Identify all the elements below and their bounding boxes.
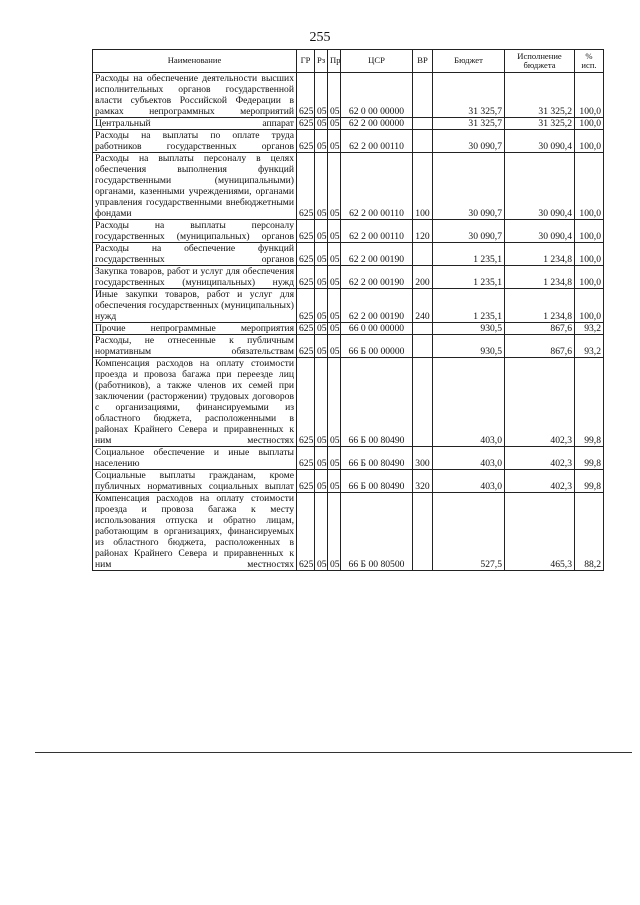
row-execution: 867,6: [505, 335, 575, 358]
row-name: Прочие непрограммные мероприятия: [93, 323, 297, 335]
table-row: [93, 447, 604, 470]
row-budget: 930,5: [433, 335, 505, 358]
row-percent: 100,0: [575, 153, 604, 220]
row-gr: 625: [297, 493, 315, 571]
row-vr: [413, 493, 433, 571]
table-row: [93, 220, 604, 243]
row-budget: 30 090,7: [433, 130, 505, 153]
table-row: [93, 358, 604, 447]
row-percent: 100,0: [575, 220, 604, 243]
table-row: [93, 130, 604, 153]
row-budget: 30 090,7: [433, 153, 505, 220]
row-csr: 62 2 00 00110: [341, 153, 413, 220]
row-rz: 05: [315, 470, 328, 493]
row-vr: 100: [413, 153, 433, 220]
page-number: 255: [309, 30, 331, 45]
row-gr: 625: [297, 153, 315, 220]
row-vr: [413, 118, 433, 130]
row-pr: 05: [328, 335, 341, 358]
row-name: Расходы на обеспечение функций государственных органов: [93, 243, 297, 266]
row-name: Иные закупки товаров, работ и услуг для обеспечения государственных (муниципальных) нужд: [93, 289, 297, 323]
row-name: Компенсация расходов на оплату стоимости проезда и провоза багажа при переезде лиц (работников), а также членов их семей при заключении (расторжении) трудовых договоров с организациями, финансируемыми из областного бюджета, расположенными в районах Крайнего Севера и приравненных к ним местностях: [93, 358, 297, 447]
row-percent: 93,2: [575, 323, 604, 335]
row-rz: 05: [315, 289, 328, 323]
row-budget: 30 090,7: [433, 220, 505, 243]
row-vr: [413, 335, 433, 358]
row-gr: 625: [297, 289, 315, 323]
row-execution: 31 325,2: [505, 73, 575, 118]
header-vr: ВР: [413, 50, 433, 73]
row-csr: 62 2 00 00190: [341, 289, 413, 323]
row-pr: 05: [328, 447, 341, 470]
header-name: Наименование: [93, 50, 297, 73]
row-pr: 05: [328, 243, 341, 266]
row-csr: 62 0 00 00000: [341, 73, 413, 118]
row-budget: 403,0: [433, 470, 505, 493]
row-name: Расходы на выплаты персоналу государственных (муниципальных) органов: [93, 220, 297, 243]
row-percent: 100,0: [575, 243, 604, 266]
row-pr: 05: [328, 266, 341, 289]
row-csr: 62 2 00 00000: [341, 118, 413, 130]
row-rz: 05: [315, 447, 328, 470]
row-vr: 300: [413, 447, 433, 470]
row-execution: 1 234,8: [505, 266, 575, 289]
row-pr: 05: [328, 358, 341, 447]
row-budget: 403,0: [433, 447, 505, 470]
row-pr: 05: [328, 153, 341, 220]
row-pr: 05: [328, 323, 341, 335]
header-csr: ЦСР: [341, 50, 413, 73]
row-rz: 05: [315, 493, 328, 571]
table-row: [93, 289, 604, 323]
row-execution: 30 090,4: [505, 220, 575, 243]
row-budget: 527,5: [433, 493, 505, 571]
row-csr: 62 2 00 00190: [341, 243, 413, 266]
row-execution: 402,3: [505, 447, 575, 470]
budget-execution-table: [92, 49, 604, 571]
row-csr: 62 2 00 00110: [341, 220, 413, 243]
row-pr: 05: [328, 220, 341, 243]
row-name: Расходы на обеспечение деятельности высших исполнительных органов государственной власти субъектов Российской Федерации в рамках непрограммных мероприятий: [93, 73, 297, 118]
row-csr: 66 Б 00 80490: [341, 470, 413, 493]
row-vr: 320: [413, 470, 433, 493]
row-gr: 625: [297, 358, 315, 447]
row-pr: 05: [328, 130, 341, 153]
row-rz: 05: [315, 73, 328, 118]
row-vr: 200: [413, 266, 433, 289]
row-rz: 05: [315, 153, 328, 220]
row-csr: 66 Б 00 80490: [341, 447, 413, 470]
row-csr: 66 0 00 00000: [341, 323, 413, 335]
row-gr: 625: [297, 335, 315, 358]
table-header-row: [93, 50, 604, 73]
row-percent: 99,8: [575, 470, 604, 493]
row-gr: 625: [297, 118, 315, 130]
row-percent: 100,0: [575, 289, 604, 323]
row-gr: 625: [297, 470, 315, 493]
table-row: [93, 335, 604, 358]
row-budget: 31 325,7: [433, 73, 505, 118]
row-gr: 625: [297, 243, 315, 266]
row-percent: 100,0: [575, 118, 604, 130]
row-vr: [413, 73, 433, 118]
row-vr: [413, 323, 433, 335]
row-execution: 465,3: [505, 493, 575, 571]
table-row: [93, 470, 604, 493]
table-row: [93, 323, 604, 335]
row-budget: 31 325,7: [433, 118, 505, 130]
row-budget: 403,0: [433, 358, 505, 447]
row-name: Компенсация расходов на оплату стоимости проезда и провоза багажа к месту использования отпуска и обратно лицам, работающим в организациях, финансируемых из областного бюджета, расположенных в районах Крайнего Севера и приравненных к ним местностях: [93, 493, 297, 571]
table-row: [93, 153, 604, 220]
table-row: [93, 118, 604, 130]
row-execution: 1 234,8: [505, 243, 575, 266]
header-gr: ГР: [297, 50, 315, 73]
row-csr: 66 Б 00 80500: [341, 493, 413, 571]
row-execution: 867,6: [505, 323, 575, 335]
row-csr: 66 Б 00 80490: [341, 358, 413, 447]
row-name: Закупка товаров, работ и услуг для обеспечения государственных (муниципальных) нужд: [93, 266, 297, 289]
row-pr: 05: [328, 289, 341, 323]
row-execution: 30 090,4: [505, 153, 575, 220]
row-csr: 62 2 00 00190: [341, 266, 413, 289]
row-percent: 100,0: [575, 73, 604, 118]
row-rz: 05: [315, 130, 328, 153]
row-csr: 66 Б 00 00000: [341, 335, 413, 358]
row-percent: 93,2: [575, 335, 604, 358]
header-budget: Бюджет: [433, 50, 505, 73]
row-vr: [413, 243, 433, 266]
row-vr: [413, 130, 433, 153]
row-name: Социальные выплаты гражданам, кроме публичных нормативных социальных выплат: [93, 470, 297, 493]
row-rz: 05: [315, 220, 328, 243]
row-execution: 1 234,8: [505, 289, 575, 323]
row-rz: 05: [315, 335, 328, 358]
row-percent: 100,0: [575, 266, 604, 289]
row-vr: 240: [413, 289, 433, 323]
row-execution: 31 325,2: [505, 118, 575, 130]
header-percent: % исп.: [575, 50, 604, 73]
row-pr: 05: [328, 493, 341, 571]
row-gr: 625: [297, 447, 315, 470]
row-name: Центральный аппарат: [93, 118, 297, 130]
row-rz: 05: [315, 243, 328, 266]
row-gr: 625: [297, 73, 315, 118]
row-percent: 88,2: [575, 493, 604, 571]
row-budget: 1 235,1: [433, 266, 505, 289]
row-name: Расходы на выплаты по оплате труда работников государственных органов: [93, 130, 297, 153]
table-row: [93, 266, 604, 289]
row-name: Расходы на выплаты персоналу в целях обеспечения выполнения функций государственными (муниципальными) органами, казенными учреждениями, органами управления государственными внебюджетными фондами: [93, 153, 297, 220]
row-rz: 05: [315, 266, 328, 289]
row-rz: 05: [315, 358, 328, 447]
table-row: [93, 73, 604, 118]
header-pr: Пр: [328, 50, 341, 73]
header-execution: Исполнение бюджета: [505, 50, 575, 73]
row-execution: 402,3: [505, 470, 575, 493]
row-rz: 05: [315, 323, 328, 335]
row-name: Социальное обеспечение и иные выплаты населению: [93, 447, 297, 470]
row-budget: 930,5: [433, 323, 505, 335]
table-row: [93, 243, 604, 266]
row-percent: 99,8: [575, 447, 604, 470]
row-percent: 100,0: [575, 130, 604, 153]
row-name: Расходы, не отнесенные к публичным нормативным обязательствам: [93, 335, 297, 358]
row-vr: 120: [413, 220, 433, 243]
row-pr: 05: [328, 73, 341, 118]
row-vr: [413, 358, 433, 447]
row-csr: 62 2 00 00110: [341, 130, 413, 153]
header-rz: Рз: [315, 50, 328, 73]
row-execution: 402,3: [505, 358, 575, 447]
row-gr: 625: [297, 323, 315, 335]
row-percent: 99,8: [575, 358, 604, 447]
row-rz: 05: [315, 118, 328, 130]
row-gr: 625: [297, 220, 315, 243]
row-gr: 625: [297, 130, 315, 153]
row-budget: 1 235,1: [433, 243, 505, 266]
row-budget: 1 235,1: [433, 289, 505, 323]
row-pr: 05: [328, 470, 341, 493]
table-row: [93, 493, 604, 571]
page-bottom-rule: [35, 752, 632, 753]
row-gr: 625: [297, 266, 315, 289]
row-pr: 05: [328, 118, 341, 130]
row-execution: 30 090,4: [505, 130, 575, 153]
